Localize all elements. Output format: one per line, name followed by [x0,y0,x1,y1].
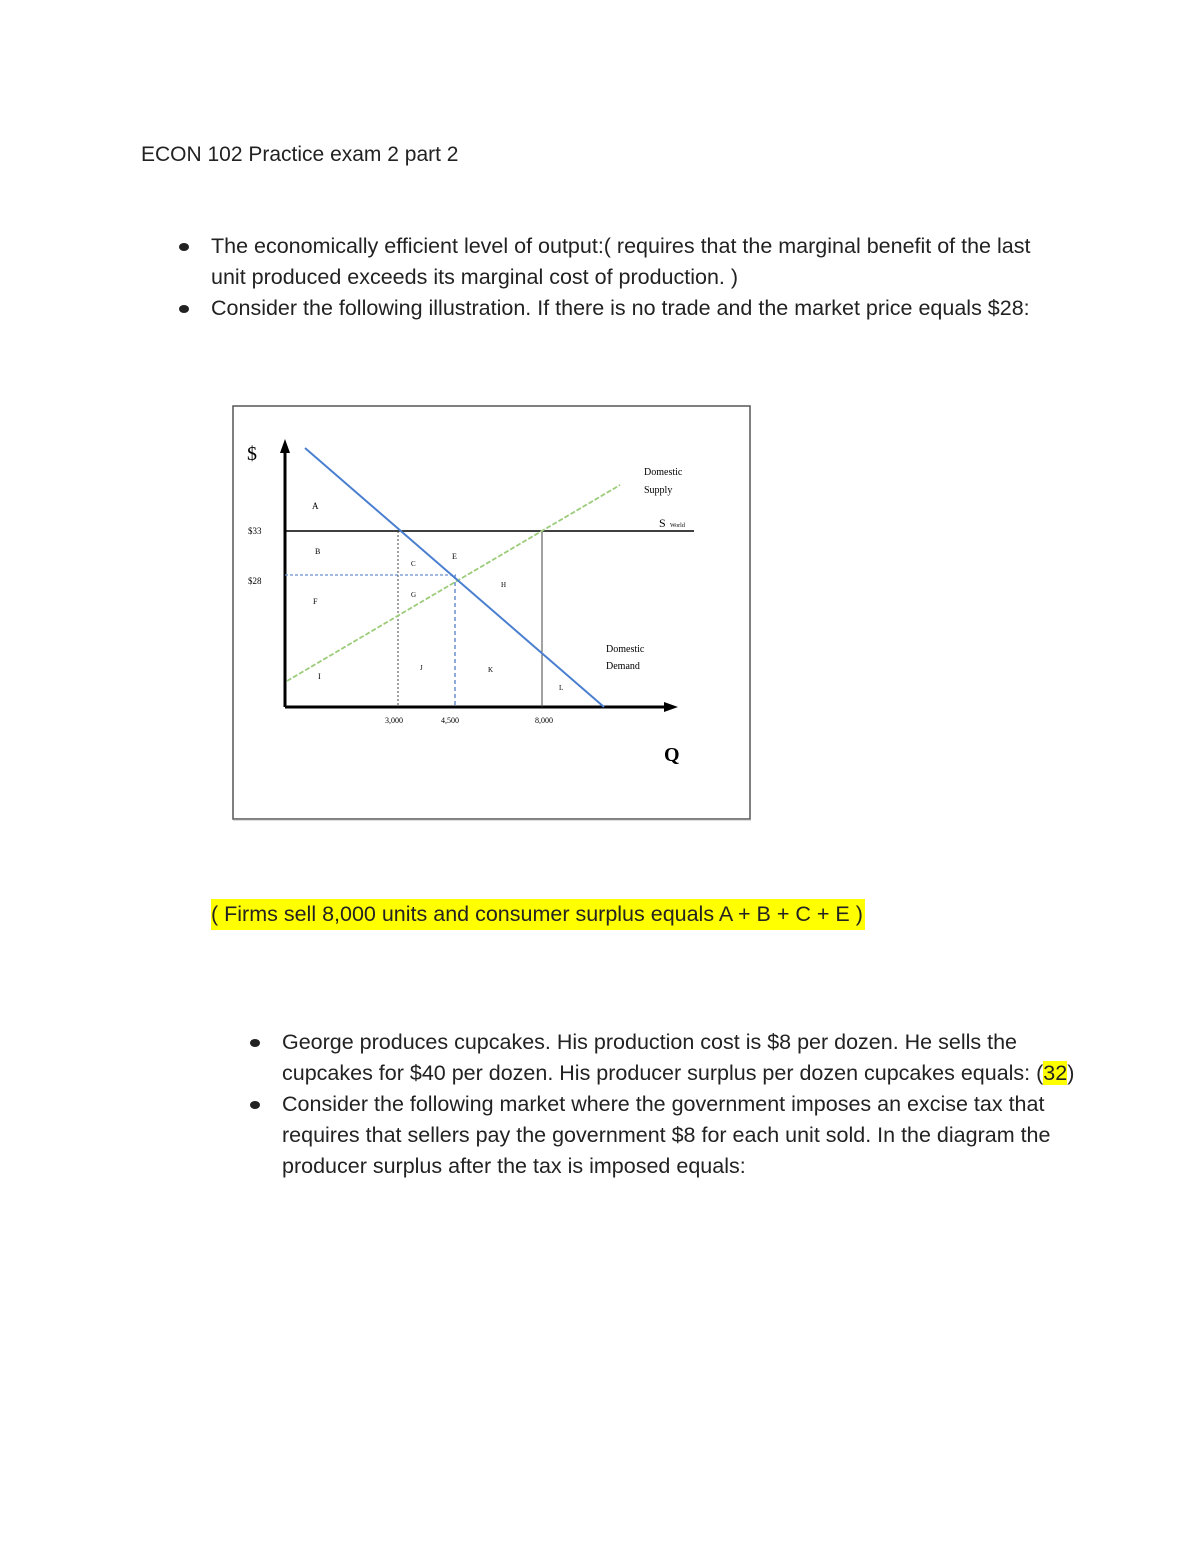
world-supply-label: S [659,516,666,530]
area-label-l: L [559,684,564,692]
list-item-text: The economically efficient level of output:( requires that the marginal benefit of the last unit produced exceeds its marginal cost of production. ) [211,234,1031,289]
quantity-label-4500: 4,500 [441,716,459,725]
area-label-j: J [420,664,423,672]
demand-label-line1: Domestic [606,644,645,655]
price-label-28: $28 [248,576,262,586]
list-item-illustration-prompt [211,293,1071,324]
bullet-icon [179,305,189,313]
area-label-c: C [411,560,416,568]
answer-highlight-32: 32 [1043,1061,1068,1085]
page-title: ECON 102 Practice exam 2 part 2 [141,143,459,166]
price-label-33: $33 [248,526,262,536]
area-label-b: B [315,547,321,556]
demand-label-line2: Demand [606,661,640,672]
supply-label-line2: Supply [644,485,673,496]
list-item-excise-tax [282,1089,1082,1182]
world-supply-subscript: World [670,523,685,529]
x-axis-label: Q [664,744,680,766]
quantity-label-8000: 8,000 [535,716,553,725]
answer-highlight: ( Firms sell 8,000 units and consumer surplus equals A + B + C + E ) [211,899,865,930]
area-label-k: K [488,666,494,674]
list-item-text-pre: George produces cupcakes. His production cost is $8 per dozen. He sells the cupcakes for $40 per dozen. His producer surplus per dozen cupcakes equals: ( [282,1030,1044,1085]
list-item-cupcakes [282,1027,1082,1089]
area-label-i: I [318,672,321,681]
trade-diagram-figure [232,405,752,821]
trade-diagram [232,405,752,821]
area-label-f: F [313,597,318,606]
supply-label-line1: Domestic [644,467,683,478]
list-item-efficient-output [211,231,1071,293]
area-label-e: E [452,552,457,561]
list-item-text: Consider the following market where the government imposes an excise tax that requires that sellers pay the government $8 for each unit sold. In the diagram the producer surplus after the tax is imposed equals: [282,1092,1051,1178]
area-label-h: H [501,581,507,589]
list-item-text-post: ) [1067,1061,1075,1085]
y-axis-label: $ [247,443,257,465]
list-item-text: Consider the following illustration. If there is no trade and the market price equals $28: [211,296,1030,320]
quantity-label-3000: 3,000 [385,716,403,725]
bullet-list-part1 [211,231,1071,324]
bullet-icon [250,1039,260,1047]
bullet-icon [179,243,189,251]
bullet-list-part2 [282,1027,1082,1182]
area-label-a: A [312,501,319,511]
area-label-g: G [411,591,417,599]
bullet-icon [250,1101,260,1109]
